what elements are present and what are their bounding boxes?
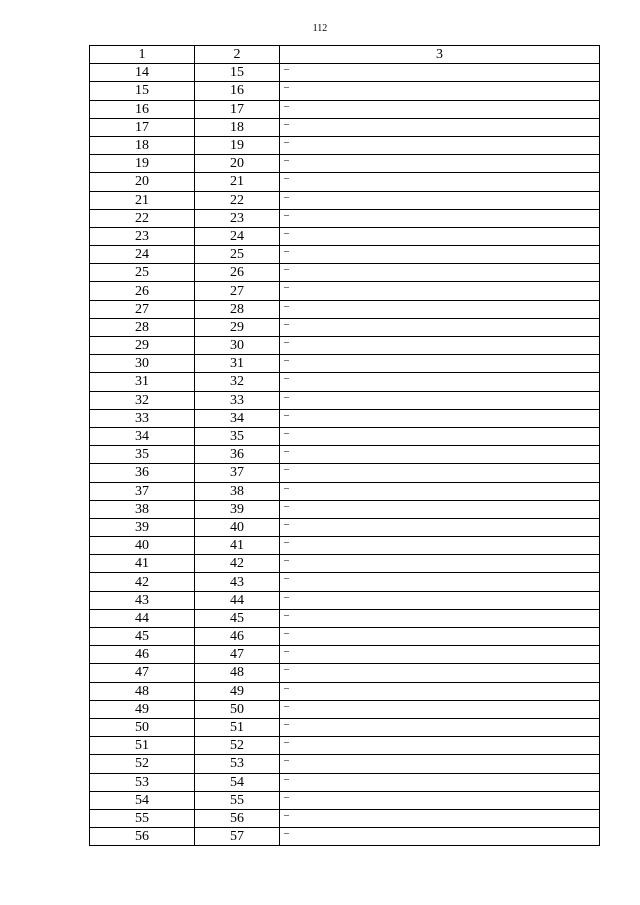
cell-col-1: 25 xyxy=(90,264,195,282)
cell-col-2: 42 xyxy=(195,555,280,573)
cell-col-1: 22 xyxy=(90,209,195,227)
column-header-1: 1 xyxy=(90,46,195,64)
cell-col-1: 31 xyxy=(90,373,195,391)
cell-col-3: – xyxy=(280,209,600,227)
cell-col-2: 38 xyxy=(195,482,280,500)
table-row xyxy=(90,773,600,791)
cell-col-1: 36 xyxy=(90,464,195,482)
cell-col-2: 54 xyxy=(195,773,280,791)
table-row xyxy=(90,173,600,191)
table-row xyxy=(90,718,600,736)
cell-col-3: – xyxy=(280,518,600,536)
table-row xyxy=(90,64,600,82)
cell-col-1: 34 xyxy=(90,427,195,445)
cell-col-2: 19 xyxy=(195,136,280,154)
cell-col-3: – xyxy=(280,809,600,827)
table-row xyxy=(90,191,600,209)
table-row xyxy=(90,391,600,409)
cell-col-2: 29 xyxy=(195,318,280,336)
cell-col-3: – xyxy=(280,500,600,518)
cell-col-1: 45 xyxy=(90,628,195,646)
cell-col-1: 33 xyxy=(90,409,195,427)
table-row xyxy=(90,118,600,136)
cell-col-2: 40 xyxy=(195,518,280,536)
cell-col-2: 33 xyxy=(195,391,280,409)
cell-col-2: 52 xyxy=(195,737,280,755)
cell-col-3: – xyxy=(280,282,600,300)
cell-col-2: 48 xyxy=(195,664,280,682)
cell-col-2: 55 xyxy=(195,791,280,809)
cell-col-3: – xyxy=(280,337,600,355)
cell-col-1: 50 xyxy=(90,718,195,736)
cell-col-2: 32 xyxy=(195,373,280,391)
cell-col-1: 41 xyxy=(90,555,195,573)
table-row xyxy=(90,209,600,227)
cell-col-3: – xyxy=(280,464,600,482)
table-row xyxy=(90,82,600,100)
cell-col-2: 37 xyxy=(195,464,280,482)
cell-col-2: 56 xyxy=(195,809,280,827)
cell-col-2: 25 xyxy=(195,246,280,264)
cell-col-2: 39 xyxy=(195,500,280,518)
cell-col-3: – xyxy=(280,136,600,154)
cell-col-2: 26 xyxy=(195,264,280,282)
cell-col-3: – xyxy=(280,828,600,846)
cell-col-2: 28 xyxy=(195,300,280,318)
table-row xyxy=(90,500,600,518)
cell-col-1: 39 xyxy=(90,518,195,536)
cell-col-3: – xyxy=(280,173,600,191)
cell-col-1: 26 xyxy=(90,282,195,300)
cell-col-3: – xyxy=(280,446,600,464)
cell-col-3: – xyxy=(280,555,600,573)
cell-col-1: 51 xyxy=(90,737,195,755)
cell-col-1: 18 xyxy=(90,136,195,154)
cell-col-1: 48 xyxy=(90,682,195,700)
table-row xyxy=(90,537,600,555)
cell-col-2: 31 xyxy=(195,355,280,373)
table-row xyxy=(90,664,600,682)
cell-col-3: – xyxy=(280,791,600,809)
cell-col-3: – xyxy=(280,664,600,682)
cell-col-3: – xyxy=(280,591,600,609)
table-row xyxy=(90,737,600,755)
cell-col-1: 46 xyxy=(90,646,195,664)
cell-col-3: – xyxy=(280,355,600,373)
cell-col-3: – xyxy=(280,264,600,282)
cell-col-3: – xyxy=(280,318,600,336)
cell-col-3: – xyxy=(280,718,600,736)
cell-col-3: – xyxy=(280,155,600,173)
table-row xyxy=(90,464,600,482)
table-row xyxy=(90,246,600,264)
cell-col-2: 47 xyxy=(195,646,280,664)
cell-col-2: 17 xyxy=(195,100,280,118)
cell-col-3: – xyxy=(280,409,600,427)
cell-col-3: – xyxy=(280,682,600,700)
cell-col-1: 43 xyxy=(90,591,195,609)
cell-col-1: 38 xyxy=(90,500,195,518)
table-row xyxy=(90,518,600,536)
cell-col-1: 27 xyxy=(90,300,195,318)
cell-col-3: – xyxy=(280,628,600,646)
cell-col-3: – xyxy=(280,773,600,791)
cell-col-1: 32 xyxy=(90,391,195,409)
cell-col-1: 28 xyxy=(90,318,195,336)
data-table xyxy=(89,45,600,846)
table-row xyxy=(90,409,600,427)
table-row xyxy=(90,482,600,500)
cell-col-3: – xyxy=(280,227,600,245)
cell-col-3: – xyxy=(280,609,600,627)
cell-col-2: 30 xyxy=(195,337,280,355)
table-row xyxy=(90,791,600,809)
cell-col-1: 54 xyxy=(90,791,195,809)
cell-col-2: 15 xyxy=(195,64,280,82)
table-row xyxy=(90,100,600,118)
cell-col-2: 36 xyxy=(195,446,280,464)
table-row xyxy=(90,628,600,646)
cell-col-1: 14 xyxy=(90,64,195,82)
cell-col-3: – xyxy=(280,300,600,318)
column-header-3: 3 xyxy=(280,46,600,64)
cell-col-3: – xyxy=(280,573,600,591)
cell-col-3: – xyxy=(280,537,600,555)
cell-col-3: – xyxy=(280,737,600,755)
cell-col-2: 27 xyxy=(195,282,280,300)
table-row xyxy=(90,755,600,773)
cell-col-2: 50 xyxy=(195,700,280,718)
cell-col-2: 21 xyxy=(195,173,280,191)
cell-col-1: 15 xyxy=(90,82,195,100)
table-header xyxy=(90,46,600,64)
table-row xyxy=(90,373,600,391)
cell-col-1: 40 xyxy=(90,537,195,555)
cell-col-2: 20 xyxy=(195,155,280,173)
cell-col-3: – xyxy=(280,427,600,445)
cell-col-1: 35 xyxy=(90,446,195,464)
page-number: 112 xyxy=(312,23,328,34)
cell-col-3: – xyxy=(280,482,600,500)
table-row xyxy=(90,318,600,336)
cell-col-1: 16 xyxy=(90,100,195,118)
table-row xyxy=(90,591,600,609)
cell-col-1: 23 xyxy=(90,227,195,245)
cell-col-2: 57 xyxy=(195,828,280,846)
cell-col-2: 34 xyxy=(195,409,280,427)
table-row xyxy=(90,573,600,591)
cell-col-1: 53 xyxy=(90,773,195,791)
cell-col-3: – xyxy=(280,191,600,209)
cell-col-2: 44 xyxy=(195,591,280,609)
table-row xyxy=(90,136,600,154)
table-row xyxy=(90,300,600,318)
table-row xyxy=(90,609,600,627)
cell-col-3: – xyxy=(280,246,600,264)
table-row xyxy=(90,809,600,827)
cell-col-2: 18 xyxy=(195,118,280,136)
table-row xyxy=(90,337,600,355)
table-row xyxy=(90,828,600,846)
cell-col-1: 20 xyxy=(90,173,195,191)
table-body xyxy=(90,64,600,846)
cell-col-2: 51 xyxy=(195,718,280,736)
table-row xyxy=(90,682,600,700)
cell-col-2: 45 xyxy=(195,609,280,627)
cell-col-2: 53 xyxy=(195,755,280,773)
table-row xyxy=(90,427,600,445)
cell-col-1: 44 xyxy=(90,609,195,627)
cell-col-1: 30 xyxy=(90,355,195,373)
cell-col-1: 47 xyxy=(90,664,195,682)
cell-col-1: 55 xyxy=(90,809,195,827)
cell-col-2: 24 xyxy=(195,227,280,245)
cell-col-2: 23 xyxy=(195,209,280,227)
cell-col-3: – xyxy=(280,755,600,773)
cell-col-1: 42 xyxy=(90,573,195,591)
cell-col-2: 41 xyxy=(195,537,280,555)
table-row xyxy=(90,646,600,664)
table-row xyxy=(90,227,600,245)
cell-col-2: 43 xyxy=(195,573,280,591)
cell-col-1: 56 xyxy=(90,828,195,846)
column-header-2: 2 xyxy=(195,46,280,64)
header-row xyxy=(90,46,600,64)
cell-col-2: 16 xyxy=(195,82,280,100)
cell-col-1: 21 xyxy=(90,191,195,209)
cell-col-1: 29 xyxy=(90,337,195,355)
table-row xyxy=(90,155,600,173)
cell-col-2: 35 xyxy=(195,427,280,445)
cell-col-1: 52 xyxy=(90,755,195,773)
cell-col-2: 22 xyxy=(195,191,280,209)
cell-col-3: – xyxy=(280,82,600,100)
cell-col-1: 19 xyxy=(90,155,195,173)
table-row xyxy=(90,700,600,718)
table-row xyxy=(90,264,600,282)
table-row xyxy=(90,446,600,464)
cell-col-3: – xyxy=(280,373,600,391)
cell-col-3: – xyxy=(280,646,600,664)
cell-col-3: – xyxy=(280,100,600,118)
table-row xyxy=(90,282,600,300)
cell-col-1: 24 xyxy=(90,246,195,264)
cell-col-3: – xyxy=(280,118,600,136)
table-row xyxy=(90,355,600,373)
cell-col-2: 46 xyxy=(195,628,280,646)
cell-col-3: – xyxy=(280,700,600,718)
cell-col-1: 37 xyxy=(90,482,195,500)
cell-col-3: – xyxy=(280,391,600,409)
cell-col-1: 49 xyxy=(90,700,195,718)
cell-col-3: – xyxy=(280,64,600,82)
cell-col-1: 17 xyxy=(90,118,195,136)
cell-col-2: 49 xyxy=(195,682,280,700)
table-row xyxy=(90,555,600,573)
